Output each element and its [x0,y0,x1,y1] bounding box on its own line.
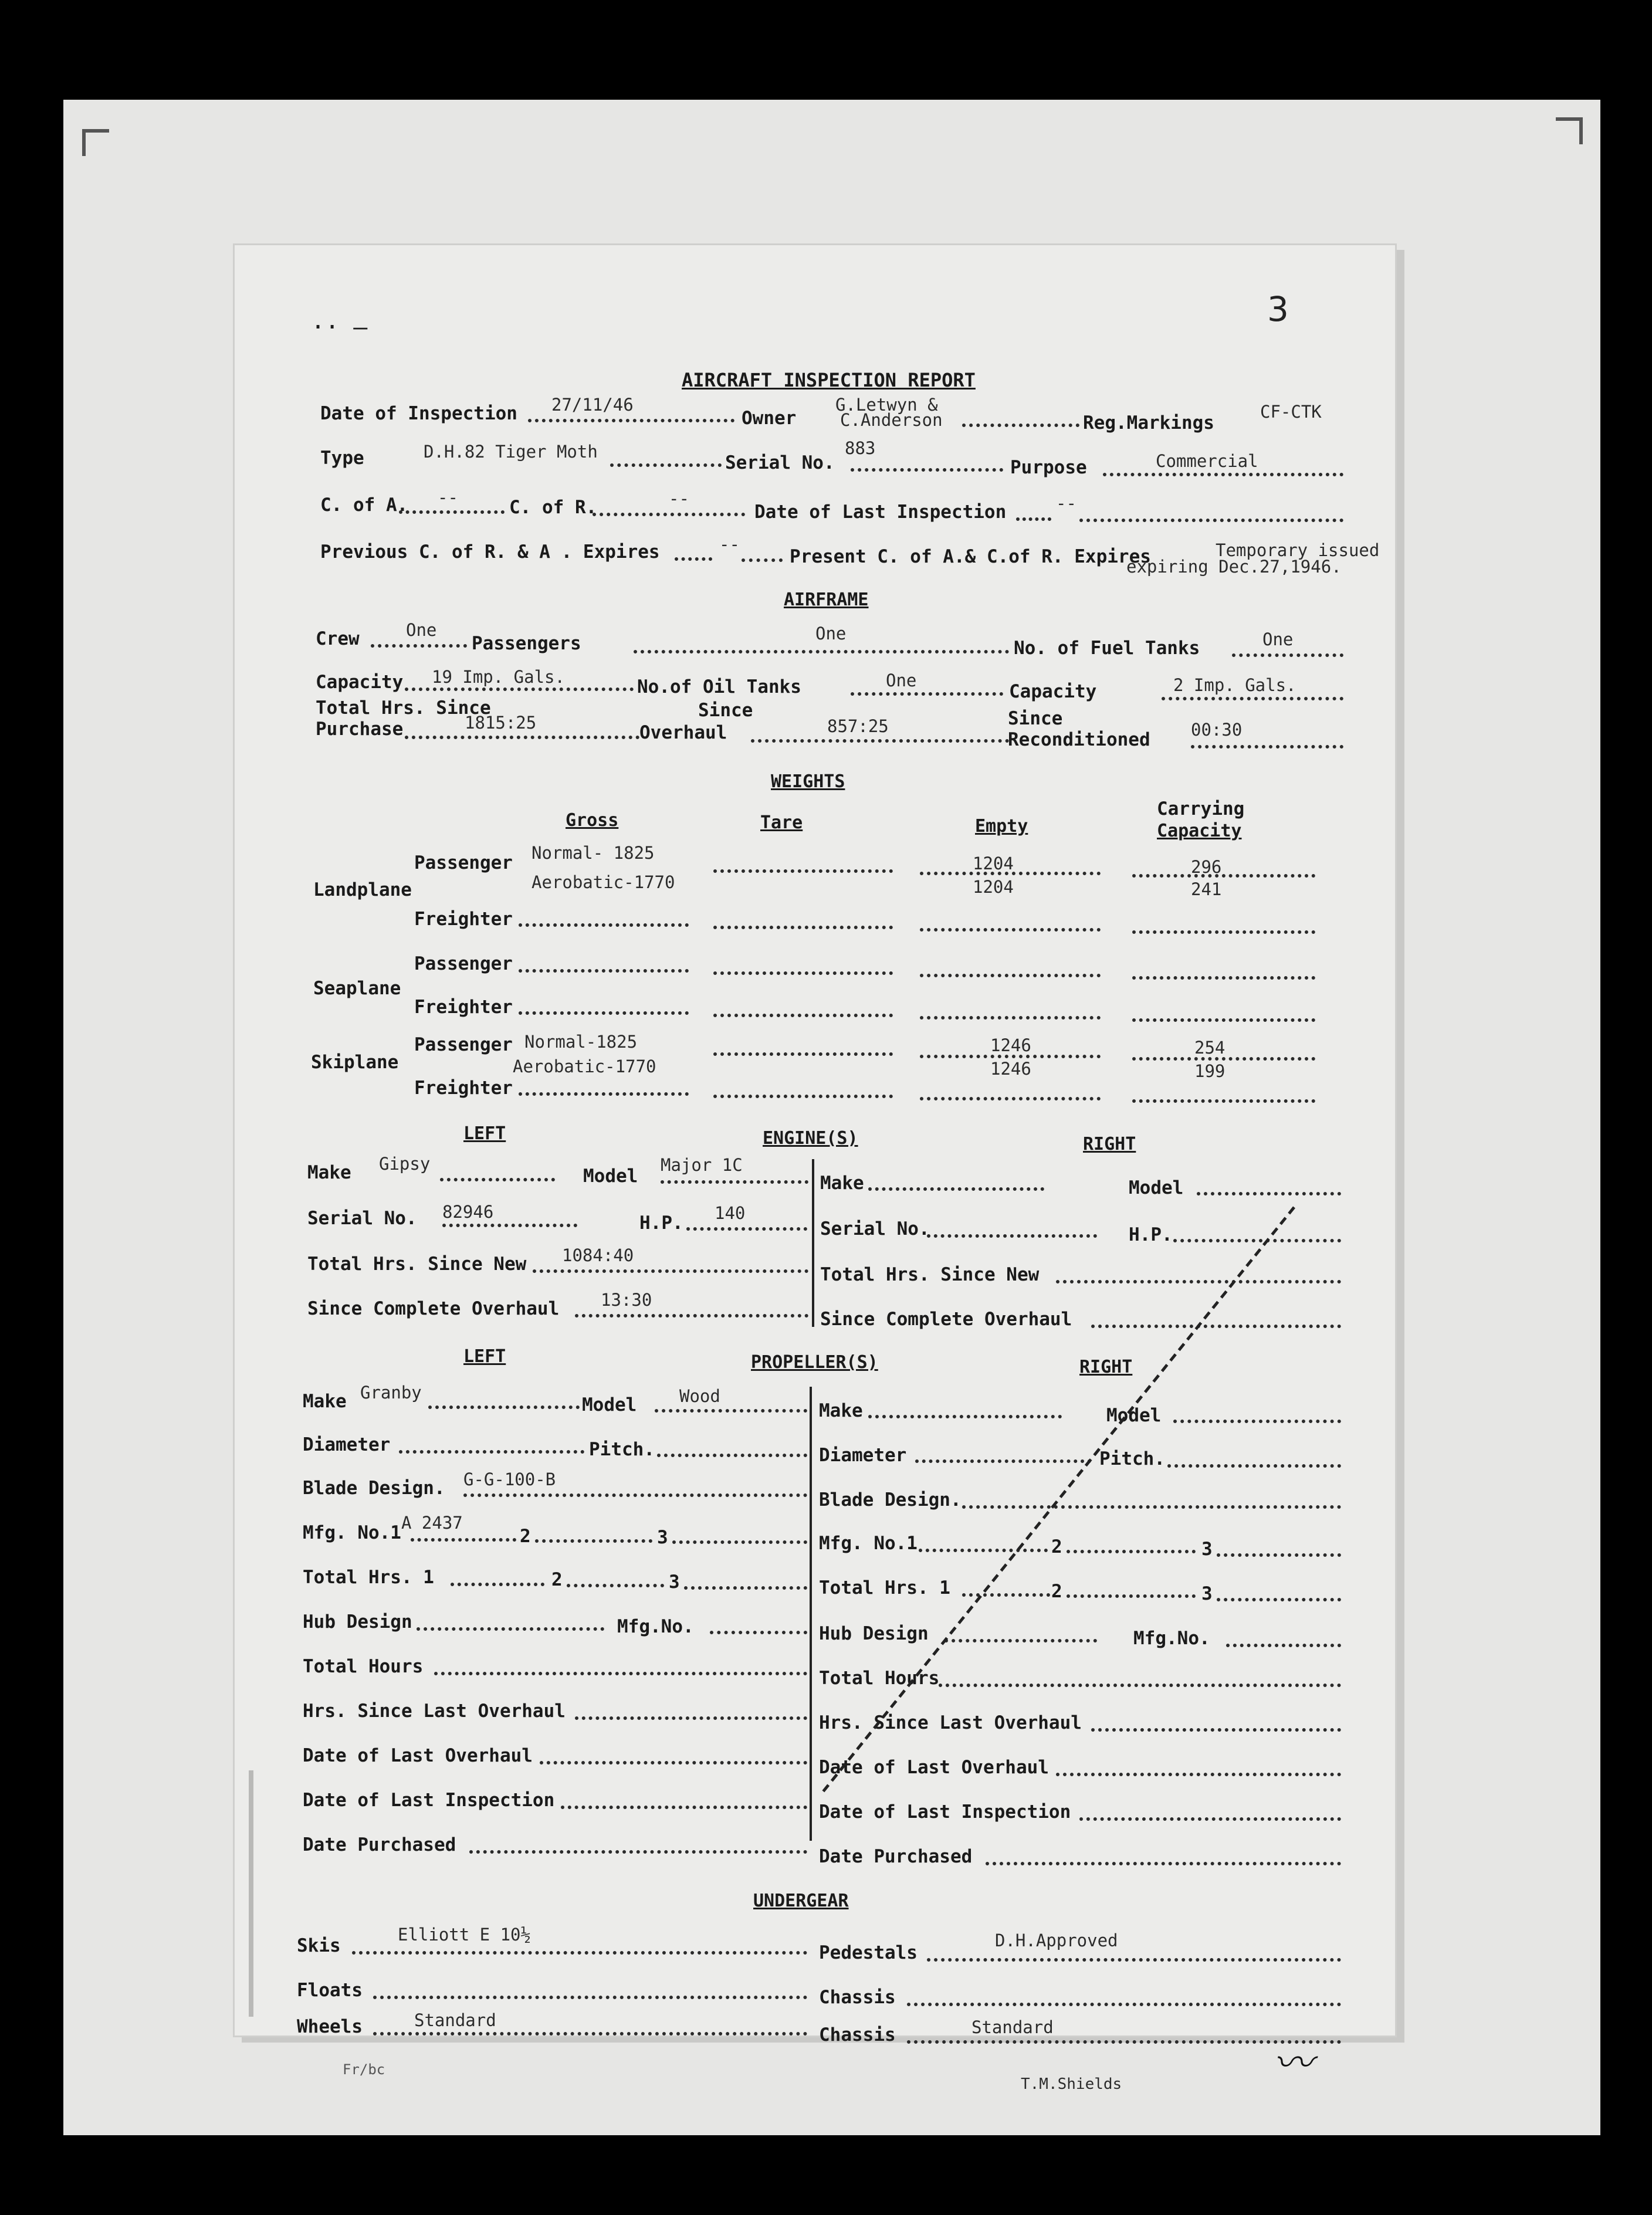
prop-diameter-label: Diameter [303,1434,391,1455]
engine-right-heading: RIGHT [1083,1134,1136,1154]
prop-right-make-label: Make [819,1400,863,1421]
since-overhaul-value: 857:25 [827,716,889,736]
col-empty: Empty [975,816,1028,836]
landplane-freighter-label: Freighter [414,909,513,930]
initials: Fr/bc [343,2061,385,2078]
prop-blade-value: G-G-100-B [463,1469,556,1489]
landplane-gross-2: Aerobatic-1770 [532,872,675,892]
engine-overhaul-value: 13:30 [601,1290,652,1310]
prop-right-last-overhaul-label: Date of Last Overhaul [819,1757,1049,1778]
skiplane-carry-1: 254 [1194,1038,1226,1058]
pedestals-label: Pedestals [819,1942,918,1963]
engine-right-overhaul-label: Since Complete Overhaul [820,1309,1072,1330]
total-hrs-value: 1815:25 [465,713,537,733]
prop-model-label: Model [582,1394,637,1415]
oil-capacity-value: 2 Imp. Gals. [1173,675,1296,695]
skiplane-gross-2: Aerobatic-1770 [513,1056,656,1076]
prop-right-total-2: 2 [1051,1581,1062,1602]
date-of-inspection-value: 27/11/46 [551,395,634,415]
prop-total-label: Total Hrs. 1 [303,1567,434,1588]
propeller-right-heading: RIGHT [1079,1357,1133,1377]
c-of-a-label: C. of A. [320,495,408,516]
present-expires-value-1: Temporary issued [1216,540,1380,560]
crop-mark [1556,117,1583,144]
landplane-label: Landplane [313,879,412,900]
col-tare: Tare [760,812,803,833]
landplane-gross-1: Normal- 1825 [532,843,655,863]
col-carrying-1: Carrying [1157,798,1245,819]
fuel-tanks-value: One [1262,629,1294,649]
engine-right-total-label: Total Hrs. Since New [820,1264,1040,1285]
engine-make-label: Make [307,1162,351,1183]
prop-since-overhaul-label: Hrs. Since Last Overhaul [303,1701,566,1722]
date-last-inspection-label: Date of Last Inspection [754,502,1007,523]
prop-make-value: Granby [360,1383,422,1403]
engine-hp-label: H.P. [639,1213,683,1234]
chassis-label-1: Chassis [819,1987,896,2008]
reg-markings-label: Reg.Markings [1083,412,1214,433]
prop-mfg-label: Mfg. No.1 [303,1522,401,1543]
prop-right-mfg-2: 2 [1051,1536,1062,1557]
prop-total-3: 3 [669,1572,680,1593]
wheels-label: Wheels [297,2016,363,2037]
seaplane-freighter-label: Freighter [414,997,513,1018]
prop-last-insp-label: Date of Last Inspection [303,1790,555,1811]
engine-total-value: 1084:40 [562,1245,634,1265]
passengers-value: One [815,624,847,643]
skiplane-freighter-label: Freighter [414,1078,513,1099]
c-of-r-label: C. of R. [509,497,597,518]
oil-tanks-value: One [886,670,917,690]
since-recond-label-1: Since [1008,708,1063,729]
skiplane-carry-2: 199 [1194,1061,1226,1081]
scribble-mark: ·· ‒ [311,314,368,341]
present-expires-value-2: expiring Dec.27,1946. [1126,557,1342,577]
fuel-tanks-label: No. of Fuel Tanks [1014,638,1200,659]
landplane-carry-2: 241 [1191,879,1222,899]
prop-right-last-insp-label: Date of Last Inspection [819,1801,1071,1823]
fuel-capacity-label: Capacity [316,672,404,693]
since-overhaul-label-1: Since [698,700,753,721]
prop-mfg-3: 3 [657,1527,668,1548]
engine-overhaul-label: Since Complete Overhaul [307,1298,560,1319]
prop-mfg-value: A 2437 [401,1513,463,1533]
signature-name: T.M.Shields [1021,2075,1122,2093]
prop-hub-label: Hub Design [303,1611,412,1633]
landplane-empty-2: 1204 [973,877,1014,897]
prop-right-total-3: 3 [1201,1583,1213,1604]
engine-serial-label: Serial No. [307,1208,417,1229]
reg-markings-value: CF-CTK [1260,402,1322,422]
prop-hub-mfg-label: Mfg.No. [617,1616,694,1637]
prop-right-since-overhaul-label: Hrs. Since Last Overhaul [819,1712,1082,1733]
chassis-value: Standard [971,2017,1054,2037]
floats-label: Floats [297,1980,363,2001]
prop-total-hours-label: Total Hours [303,1656,424,1677]
c-of-a-value: -- [438,487,458,507]
prop-right-diameter-label: Diameter [819,1445,907,1466]
prop-right-blade-label: Blade Design. [819,1489,962,1510]
crew-value: One [406,620,437,640]
engine-total-label: Total Hrs. Since New [307,1254,527,1275]
skiplane-empty-2: 1246 [990,1059,1031,1079]
previous-expires-label: Previous C. of R. & A . Expires [320,541,660,563]
owner-label: Owner [742,408,797,429]
skiplane-label: Skiplane [311,1052,399,1073]
prop-right-hub-label: Hub Design [819,1623,929,1644]
purpose-value: Commercial [1156,451,1258,471]
prop-pitch-label: Pitch. [589,1439,655,1460]
type-value: D.H.82 Tiger Moth [424,442,598,462]
type-label: Type [320,448,364,469]
prop-right-mfg-label: Mfg. No.1 [819,1533,918,1554]
prop-right-hub-mfg-label: Mfg.No. [1133,1628,1210,1649]
page-number: 3 [1267,289,1289,329]
wheels-value: Standard [414,2010,496,2030]
report-title: AIRCRAFT INSPECTION REPORT [682,369,976,391]
total-hrs-since-label: Total Hrs. Since [316,697,491,719]
landplane-carry-1: 296 [1191,857,1222,877]
weights-heading: WEIGHTS [771,771,845,792]
present-expires-label: Present C. of A.& C.of R. Expires [790,546,1151,567]
skiplane-empty-1: 1246 [990,1035,1031,1055]
inspection-report-sheet [235,245,1395,2036]
undergear-heading: UNDERGEAR [753,1891,849,1911]
prop-right-total-hours-label: Total Hours [819,1668,940,1689]
col-gross: Gross [566,810,619,831]
prop-model-value: Wood [679,1386,720,1406]
skiplane-gross-1: Normal-1825 [524,1032,638,1052]
c-of-r-value: -- [669,489,689,509]
since-recond-label-2: Reconditioned [1008,729,1150,750]
skis-value: Elliott E 10½ [398,1925,531,1945]
owner-value-2: C.Anderson [840,410,943,430]
prop-right-model-label: Model [1106,1405,1162,1426]
previous-expires-value: -- [719,534,740,554]
prop-purchased-label: Date Purchased [303,1834,456,1855]
owner-value-1: G.Letwyn & [835,395,938,415]
prop-mfg-2: 2 [520,1526,531,1547]
engine-make-value: Gipsy [379,1154,431,1174]
engine-left-heading: LEFT [463,1123,506,1144]
skis-label: Skis [297,1935,341,1956]
crop-mark [82,129,109,156]
prop-right-pitch-label: Pitch. [1099,1448,1165,1469]
passengers-label: Passengers [472,633,581,654]
fuel-capacity-value: 19 Imp. Gals. [432,667,565,687]
serial-no-label: Serial No. [725,452,835,473]
engine-right-model-label: Model [1129,1177,1184,1198]
landplane-passenger-label: Passenger [414,852,513,873]
prop-right-total-label: Total Hrs. 1 [819,1577,950,1598]
purchase-label: Purchase [316,719,404,740]
propellers-heading: PROPELLER(S) [751,1352,878,1373]
skiplane-passenger-label: Passenger [414,1034,513,1055]
since-overhaul-label-2: Overhaul [639,722,727,743]
propeller-left-heading: LEFT [463,1346,506,1367]
engine-hp-value: 140 [715,1203,746,1223]
airframe-heading: AIRFRAME [784,590,869,610]
serial-no-value: 883 [845,438,876,458]
prop-blade-label: Blade Design. [303,1478,445,1499]
crew-label: Crew [316,628,360,649]
seaplane-passenger-label: Passenger [414,953,513,974]
seaplane-label: Seaplane [313,978,401,999]
engine-right-make-label: Make [820,1173,864,1194]
signature-scrawl: 〰 [1273,2040,1314,2087]
pedestals-value: D.H.Approved [995,1930,1118,1950]
prop-total-2: 2 [551,1569,563,1590]
date-of-inspection-label: Date of Inspection [320,403,517,424]
prop-last-overhaul-label: Date of Last Overhaul [303,1745,533,1766]
landplane-empty-1: 1204 [973,854,1014,873]
oil-capacity-label: Capacity [1009,681,1097,702]
since-recond-value: 00:30 [1191,720,1243,740]
chassis-label-2: Chassis [819,2024,896,2045]
engine-right-hp-label: H.P. [1129,1224,1173,1245]
col-carrying-2: Capacity [1157,821,1242,841]
engine-right-serial-label: Serial No. [820,1218,930,1239]
prop-right-mfg-3: 3 [1201,1539,1213,1560]
engine-model-value: Major 1C [661,1155,743,1175]
engine-model-label: Model [583,1166,638,1187]
oil-tanks-label: No.of Oil Tanks [637,676,801,697]
engine-serial-value: 82946 [442,1202,494,1222]
void-line [235,245,1395,2036]
purpose-label: Purpose [1010,457,1087,478]
date-last-inspection-value: -- [1056,493,1076,513]
undergear-bottom [235,1994,1395,2112]
engines-heading: ENGINE(S) [763,1128,858,1149]
prop-make-label: Make [303,1391,347,1412]
prop-right-purchased-label: Date Purchased [819,1846,973,1867]
